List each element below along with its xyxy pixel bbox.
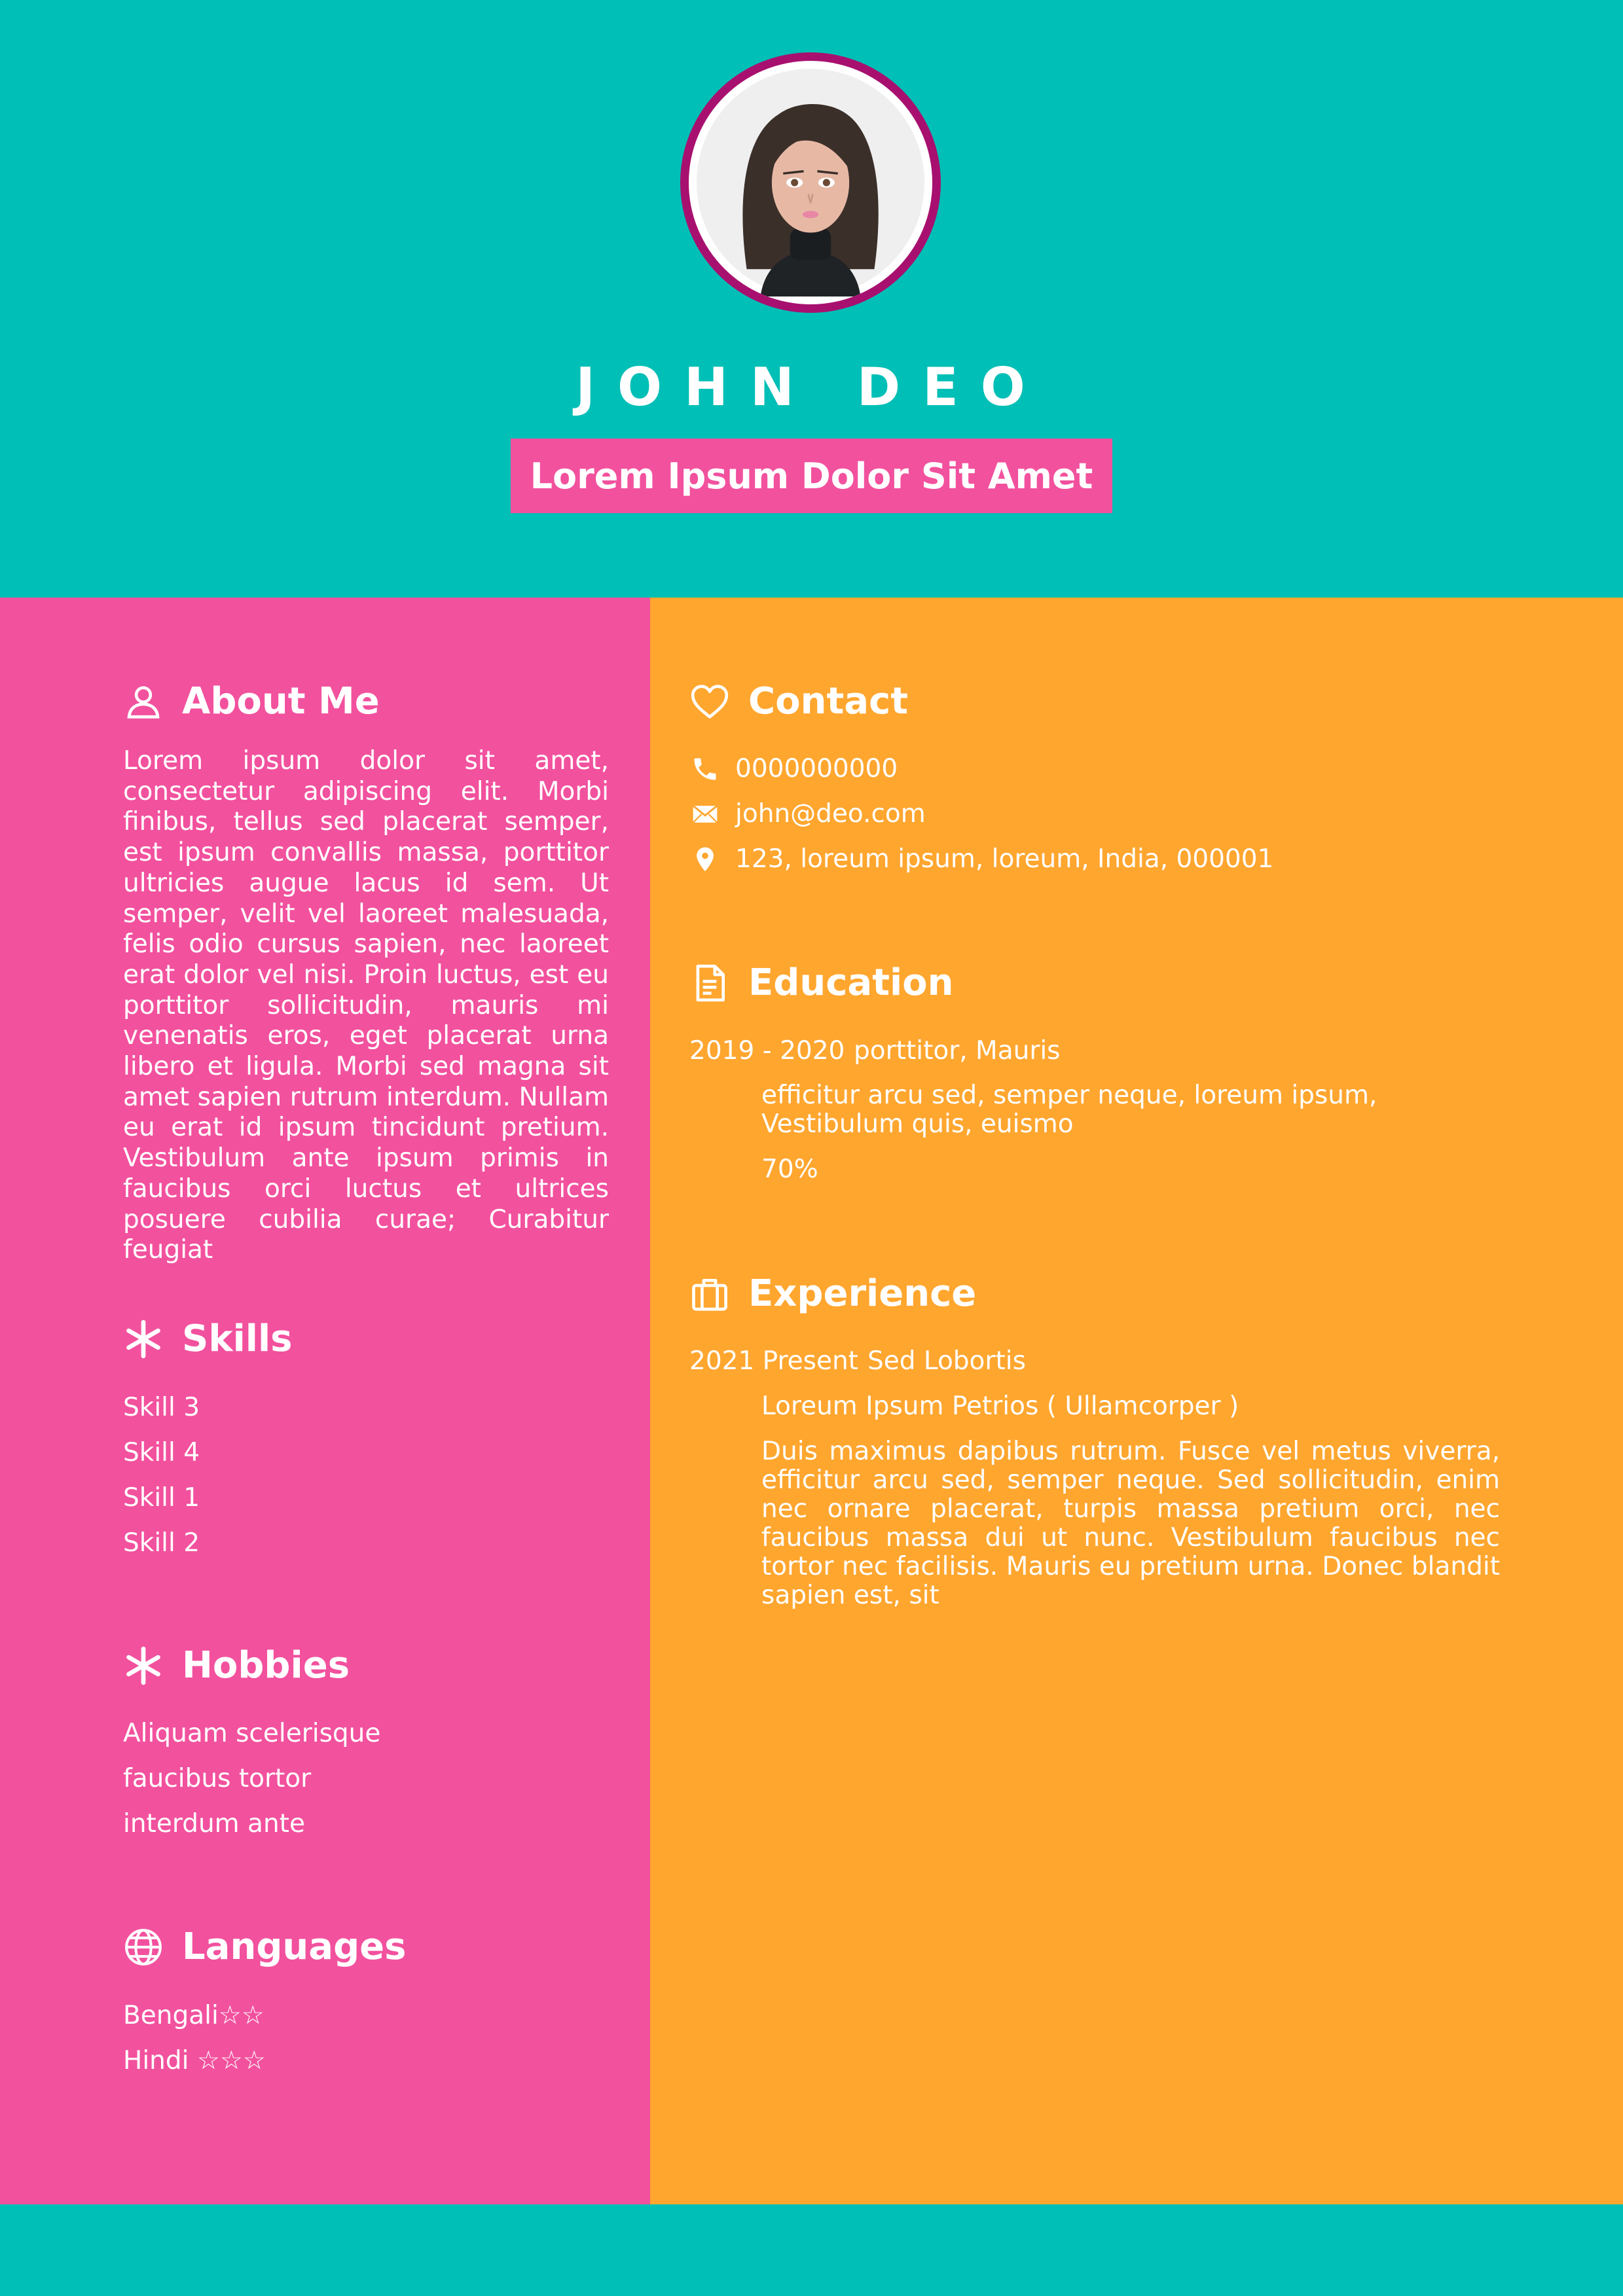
phone-icon	[691, 755, 720, 783]
education-title: Education	[748, 961, 954, 1004]
contact-phone[interactable]: 0000000000	[735, 754, 898, 783]
education-heading	[689, 960, 954, 1006]
user-icon	[123, 681, 164, 722]
asterisk-icon	[123, 1319, 164, 1359]
languages-heading	[123, 1924, 406, 1970]
skills-heading	[123, 1316, 293, 1362]
hobby-item: faucibus tortor	[123, 1764, 312, 1793]
about-heading	[123, 679, 380, 725]
document-icon	[689, 963, 730, 1003]
location-pin-icon	[691, 845, 720, 874]
education-description: efficitur arcu sed, semper neque, loreum ipsum, Vestibulum quis, euismo	[761, 1081, 1377, 1139]
globe-icon	[123, 1927, 164, 1967]
contact-phone-row	[691, 753, 898, 785]
hobbies-heading	[123, 1643, 350, 1689]
skill-item: Skill 1	[123, 1483, 200, 1513]
footer-band	[0, 2204, 1623, 2296]
experience-role: Loreum Ipsum Petrios ( Ullamcorper )	[761, 1391, 1239, 1421]
contact-heading	[689, 679, 908, 725]
asterisk-icon	[123, 1645, 164, 1686]
skills-list	[123, 1385, 200, 1566]
avatar	[680, 52, 941, 313]
skill-item: Skill 4	[123, 1438, 200, 1467]
hobbies-title: Hobbies	[182, 1644, 350, 1687]
header-band	[0, 0, 1623, 598]
contact-title: Contact	[748, 680, 908, 723]
language-item: Hindi ☆☆☆	[123, 2046, 266, 2075]
education-school: porttitor, Mauris	[854, 1036, 1061, 1066]
languages-list	[123, 1993, 266, 2083]
contact-email[interactable]: john@deo.com	[735, 799, 926, 829]
person-name: JOHN DEO	[575, 357, 1048, 418]
hobbies-list	[123, 1711, 380, 1846]
avatar-image	[689, 61, 932, 304]
experience-years: 2021 Present	[689, 1346, 858, 1376]
about-text: Lorem ipsum dolor sit amet, consectetur adipiscing elit. Morbi finibus, tellus sed placerat semper, est ipsum convallis massa, porttitor ultricies augue lacus id sem. Ut semper, velit vel laoreet malesuada, felis odio cursus sapien, nec laoreet erat dolor vel nisi. Proin luctus, est eu porttitor sollicitudin, mauris mi venenatis eros, eget placerat urna libero et ligula. Morbi sed magna sit amet sapien rutrum interdum. Nullam eu erat id ipsum tincidunt pretium. Vestibulum ante ipsum primis in faucibus orci luctus et ultrices posuere cubilia curae; Curabitur feugiat	[123, 746, 609, 1265]
language-item: Bengali☆☆	[123, 2001, 264, 2030]
contact-email-row	[691, 798, 926, 830]
skill-item: Skill 3	[123, 1393, 200, 1422]
education-score: 70%	[761, 1155, 818, 1184]
skills-title: Skills	[182, 1318, 293, 1360]
experience-description: Duis maximus dapibus rutrum. Fusce vel metus viverra, efficitur arcu sed, semper neque. Sed sollicitudin, enim nec ornare placerat, turpis massa pretium orci, nec faucibus massa dui ut nunc. Vestibulum faucibus nec tortor nec facilisis. Mauris eu pretium urna. Donec blandit sapien est, sit	[761, 1437, 1500, 1610]
avatar-illustration	[697, 69, 924, 296]
about-title: About Me	[182, 680, 380, 723]
briefcase-icon	[689, 1274, 730, 1314]
hobby-item: interdum ante	[123, 1809, 305, 1839]
heart-icon	[689, 681, 730, 722]
skill-item: Skill 2	[123, 1528, 200, 1558]
education-years: 2019 - 2020	[689, 1036, 845, 1066]
job-title-banner	[511, 439, 1112, 513]
languages-title: Languages	[182, 1926, 407, 1968]
experience-title: Experience	[748, 1272, 977, 1315]
envelope-icon	[691, 800, 720, 829]
experience-company: Sed Lobortis	[867, 1346, 1026, 1376]
job-title: Lorem Ipsum Dolor Sit Amet	[530, 455, 1093, 497]
contact-address-row	[691, 844, 1273, 875]
contact-address: 123, loreum ipsum, loreum, India, 000001	[735, 844, 1274, 874]
experience-heading	[689, 1271, 976, 1317]
hobby-item: Aliquam scelerisque	[123, 1719, 381, 1748]
